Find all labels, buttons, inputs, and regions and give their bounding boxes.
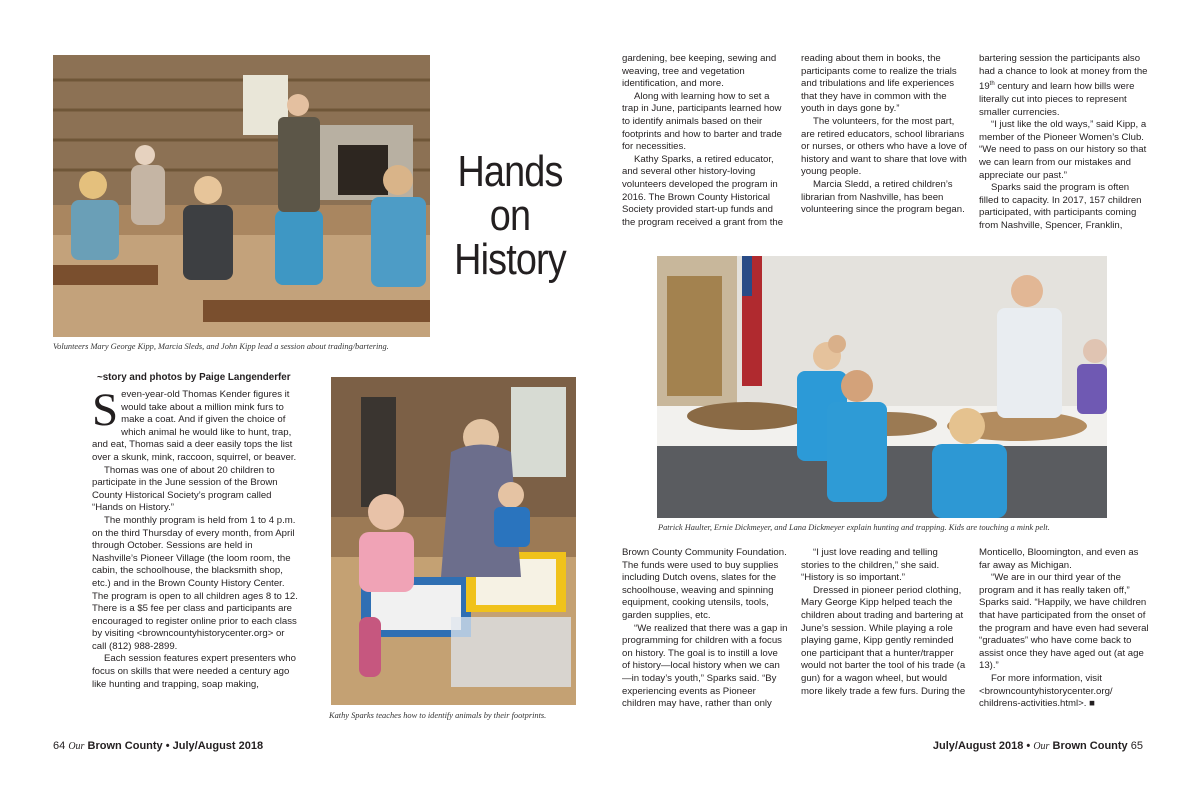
paragraph: Kathy Sparks, a retired educator, and several other history-loving volunteers developed the program in 2016. The Brown County Historical Society provided start-up funds and the program received a grant from the [622,153,784,228]
folio-right [933,740,1143,752]
page-number-right: 65 [1130,740,1143,752]
title-line-3: History [454,235,566,284]
paragraph: Each session features expert presenters who focus on skills that were needed a century ago like hunting and trapping, soap making, [92,653,296,690]
paragraph: Along with learning how to set a trap in June, participants learned how to identify animals based on their footprints and how to barter and trade for necessities. [622,90,782,153]
body-column-2-bottom [622,547,788,711]
body-column-2-top [622,53,788,229]
paragraph: Dressed in pioneer period clothing, Mary George Kipp helped teach the children about trading and bartering at June’s session. While playing a role playing game, Kipp gently reminded one participant that a hunter/trapper would not barter the tool of his trade (a gun) for a wagon wheel, but would more likely trade a few furs. During the [801,584,966,697]
photo-hunting-trapping [657,256,1107,518]
paragraph: Sparks said the program is often filled to capacity. In 2017, 157 children participated, with participants coming from Nashville, Spencer, Franklin, [979,182,1142,231]
paragraph: The volunteers, for the most part, are retired educators, school librarians or nurses, or others who have a love of history and want to share that love with young people. [801,115,967,178]
paragraph: gardening, bee keeping, sewing and weaving, tree and vegetation identification, and more. [622,53,777,90]
title-line-2: on [489,191,531,240]
body-column-1 [92,384,298,691]
folio-left [53,740,263,752]
paragraph: Seven-year-old Thomas Kender figures it would take about a million mink furs to make a coat. And if given the choice of which animal he would like to hunt, trap, and eat, Thomas said a deer easily tops the list over a skunk, mink, raccoon, squirrel, or beaver. [92,384,297,463]
paragraph: Brown County Community Foundation. The funds were used to buy supplies including Dutch ovens, slates for the schoolhouse, weaving and spinning equipment, cooking utensils, tools, garden supplies, etc. [622,547,787,621]
photo1-caption: Volunteers Mary George Kipp, Marcia Sleds, and John Kipp lead a session about trading/bartering. [53,342,389,351]
magazine-name: Brown County [1052,740,1128,752]
body-column-3-bottom [801,547,967,698]
paragraph: “I just like the old ways,” said Kipp, a member of the Pioneer Women’s Club. “We need to pass on our history so that we can learn from our mistakes and appreciate our past.” [979,119,1147,181]
article-title [450,147,570,284]
paragraph: For more information, visit <browncountyhistorycenter.org/ childrens-activities.html>. ■ [979,672,1113,710]
magazine-name: Brown County [87,740,163,752]
photo-cabin-bartering-session [53,55,430,337]
paragraph: “We realized that there was a gap in programming for children with a focus on history. The goal is to instill a love of history—local history when we can—in today’s youth,” Sparks said. “By experiencing events as Pioneer children may have, rather than only [622,622,788,710]
paragraph: bartering session the participants also had a chance to look at money from the 19th century and learn how bills were literally cut into pieces to represent smaller currencies. [979,53,1148,118]
photo3-caption: Patrick Haulter, Ernie Dickmeyer, and Lana Dickmeyer explain hunting and trapping. Kids are touching a mink pelt. [658,523,1050,532]
issue-date: July/August 2018 • [932,740,1031,752]
paragraph: “I just love reading and telling stories to the children,” she said. “History is so important.” [801,547,940,584]
paragraph: The monthly program is held from 1 to 4 p.m. on the third Thursday of every month, from April through October. Sessions are held in Nashville’s Pioneer Village (the loom room, the cabin, the schoolhouse, the blacksmith shop, etc.) and in the Brown County History Center. The program is open to all children ages 8 to 12. There is a $5 fee per class and participants are encouraged to register online prior to each class by visiting <browncountyhistorycenter.org> or call (812) 988-2899. [92,514,298,652]
drop-cap: S [92,384,119,436]
magazine-script-our: Our [1033,741,1050,752]
byline: ~story and photos by Paige Langenderfer [97,372,291,383]
paragraph: Thomas was one of about 20 children to participate in the June session of the Brown County Historical Society’s program called “Hands on History.” [92,464,278,514]
photo-footprints-lesson [331,377,576,705]
photo2-caption: Kathy Sparks teaches how to identify animals by their footprints. [329,711,547,720]
issue-date: • July/August 2018 [165,740,264,752]
body-column-4-bottom [979,547,1149,711]
paragraph: Marcia Sledd, a retired children’s librarian from Nashville, has been volunteering since the program began. [801,178,965,216]
page-number-left: 64 [53,740,66,752]
body-column-4-top [979,53,1149,233]
title-line-1: Hands [457,147,563,196]
body-column-3-top [801,53,967,217]
paragraph: Monticello, Bloomington, and even as far away as Michigan. [979,547,1139,571]
paragraph: “We are in our third year of the program and it has really taken off,” Sparks said. “Happily, we have children that have participated from the onset of the program and have even had several “graduates” who have come back to assist once they have aged out (at age 13).” [979,572,1149,672]
paragraph: reading about them in books, the participants come to realize the trials and tribulations and life experiences that they have in common with the youth in days gone by.” [801,53,957,115]
magazine-script-our: Our [68,741,85,752]
